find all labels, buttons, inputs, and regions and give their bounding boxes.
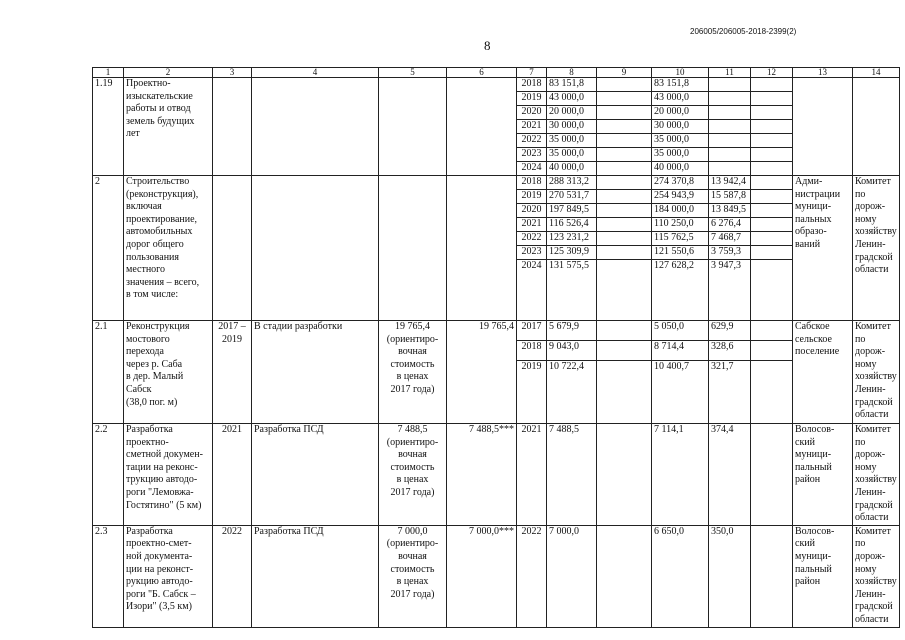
amount-total: 20 000,0	[547, 106, 597, 120]
column-number: 10	[652, 68, 709, 78]
amount-total: 7 000,0	[547, 525, 597, 627]
column-number: 1	[93, 68, 124, 78]
table-row	[93, 176, 900, 190]
amount-local: 15 587,8	[709, 190, 751, 204]
column-number: 9	[597, 68, 652, 78]
amount-local	[709, 78, 751, 92]
amount-regional: 30 000,0	[652, 120, 709, 134]
amount-regional: 115 762,5	[652, 232, 709, 246]
amount-local: 374,4	[709, 424, 751, 526]
document-id: 206005/206005-2018-2399(2)	[690, 27, 797, 36]
amount-federal	[597, 120, 652, 134]
amount-total: 5 679,9	[547, 321, 597, 341]
amount-regional: 127 628,2	[652, 260, 709, 321]
amount-other	[751, 341, 793, 361]
amount-other	[751, 321, 793, 341]
executor: Волосов- ский муници- пальный район	[793, 525, 853, 627]
total-cost	[447, 176, 517, 321]
amount-local: 3 759,3	[709, 246, 751, 260]
amount-total: 9 043,0	[547, 341, 597, 361]
implementation-period: 2017 – 2019	[213, 321, 252, 424]
amount-other	[751, 525, 793, 627]
column-number: 5	[379, 68, 447, 78]
page-number: 8	[484, 38, 491, 53]
item-number: 2	[93, 176, 124, 321]
program-table	[92, 67, 900, 628]
amount-local: 13 849,5	[709, 204, 751, 218]
amount-total: 10 722,4	[547, 361, 597, 424]
amount-local: 3 947,3	[709, 260, 751, 321]
stage: В стадии разработки	[252, 321, 379, 424]
amount-federal	[597, 92, 652, 106]
amount-other	[751, 260, 793, 321]
estimated-cost: 19 765,4 (ориентиро- вочная стоимость в ценах 2017 года)	[379, 321, 447, 424]
amount-total: 197 849,5	[547, 204, 597, 218]
amount-local	[709, 120, 751, 134]
item-name: Проектно- изыскательские работы и отвод земель будущих лет	[124, 78, 213, 176]
table-row	[93, 525, 900, 627]
amount-local: 6 276,4	[709, 218, 751, 232]
amount-federal	[597, 218, 652, 232]
column-number: 7	[517, 68, 547, 78]
amount-federal	[597, 176, 652, 190]
amount-regional: 184 000,0	[652, 204, 709, 218]
estimated-cost	[379, 176, 447, 321]
amount-other	[751, 78, 793, 92]
amount-local	[709, 106, 751, 120]
implementation-period	[213, 176, 252, 321]
item-name: Строительство (реконструкция), включая проектирование, автомобильных дорог общего пользования местного значения – всего, в том числе:	[124, 176, 213, 321]
amount-total: 123 231,2	[547, 232, 597, 246]
item-number: 2.3	[93, 525, 124, 627]
column-number: 4	[252, 68, 379, 78]
amount-regional: 274 370,8	[652, 176, 709, 190]
amount-regional: 43 000,0	[652, 92, 709, 106]
year-cell: 2023	[517, 246, 547, 260]
implementation-period: 2021	[213, 424, 252, 526]
table-row	[93, 78, 900, 92]
amount-federal	[597, 341, 652, 361]
column-number: 8	[547, 68, 597, 78]
item-name: Реконструкция мостового перехода через р. Саба в дер. Малый Сабск (38,0 пог. м)	[124, 321, 213, 424]
column-number: 12	[751, 68, 793, 78]
amount-federal	[597, 106, 652, 120]
amount-total: 125 309,9	[547, 246, 597, 260]
implementation-period	[213, 78, 252, 176]
year-cell: 2019	[517, 190, 547, 204]
table-row	[93, 424, 900, 526]
total-cost: 7 488,5***	[447, 424, 517, 526]
amount-federal	[597, 232, 652, 246]
amount-other	[751, 106, 793, 120]
amount-local: 7 468,7	[709, 232, 751, 246]
item-name: Разработка проектно- сметной докумен- тации на реконс- трукцию автодо- роги "Лемовжа- Гостятино" (5 км)	[124, 424, 213, 526]
estimated-cost	[379, 78, 447, 176]
column-number: 6	[447, 68, 517, 78]
amount-local: 350,0	[709, 525, 751, 627]
amount-federal	[597, 525, 652, 627]
amount-federal	[597, 424, 652, 526]
executor	[793, 78, 853, 176]
amount-regional: 5 050,0	[652, 321, 709, 341]
year-cell: 2022	[517, 525, 547, 627]
executor: Адми- нистрации муници- пальных образо- ваний	[793, 176, 853, 321]
recipient: Комитет по дорож- ному хозяйству Ленин- градской области	[853, 424, 900, 526]
recipient: Комитет по дорож- ному хозяйству Ленин- градской области	[853, 321, 900, 424]
amount-federal	[597, 78, 652, 92]
amount-federal	[597, 162, 652, 176]
amount-regional: 10 400,7	[652, 361, 709, 424]
amount-regional: 8 714,4	[652, 341, 709, 361]
executor: Сабское сельское поселение	[793, 321, 853, 424]
year-cell: 2024	[517, 260, 547, 321]
amount-total: 43 000,0	[547, 92, 597, 106]
item-name: Разработка проектно-смет- ной документа- ции на реконст- рукцию автодо- роги "Б. Сабск – Изори" (3,5 км)	[124, 525, 213, 627]
amount-local: 629,9	[709, 321, 751, 341]
year-cell: 2022	[517, 232, 547, 246]
amount-federal	[597, 260, 652, 321]
amount-local: 321,7	[709, 361, 751, 424]
stage: Разработка ПСД	[252, 525, 379, 627]
table-row	[93, 321, 900, 341]
amount-total: 83 151,8	[547, 78, 597, 92]
stage	[252, 78, 379, 176]
amount-local: 328,6	[709, 341, 751, 361]
amount-regional: 40 000,0	[652, 162, 709, 176]
estimated-cost: 7 000,0 (ориентиро- вочная стоимость в ценах 2017 года)	[379, 525, 447, 627]
amount-federal	[597, 148, 652, 162]
year-cell: 2021	[517, 120, 547, 134]
year-cell: 2024	[517, 162, 547, 176]
total-cost: 19 765,4	[447, 321, 517, 424]
amount-other	[751, 204, 793, 218]
column-number: 13	[793, 68, 853, 78]
total-cost: 7 000,0***	[447, 525, 517, 627]
year-cell: 2019	[517, 361, 547, 424]
amount-total: 35 000,0	[547, 148, 597, 162]
item-number: 2.2	[93, 424, 124, 526]
amount-other	[751, 148, 793, 162]
item-number: 2.1	[93, 321, 124, 424]
amount-total: 30 000,0	[547, 120, 597, 134]
amount-total: 270 531,7	[547, 190, 597, 204]
amount-regional: 35 000,0	[652, 148, 709, 162]
year-cell: 2020	[517, 106, 547, 120]
amount-other	[751, 424, 793, 526]
amount-regional: 110 250,0	[652, 218, 709, 232]
column-number: 14	[853, 68, 900, 78]
amount-regional: 121 550,6	[652, 246, 709, 260]
column-number: 2	[124, 68, 213, 78]
year-cell: 2017	[517, 321, 547, 341]
year-cell: 2021	[517, 218, 547, 232]
amount-federal	[597, 204, 652, 218]
amount-total: 288 313,2	[547, 176, 597, 190]
amount-regional: 83 151,8	[652, 78, 709, 92]
amount-other	[751, 246, 793, 260]
implementation-period: 2022	[213, 525, 252, 627]
column-number: 3	[213, 68, 252, 78]
recipient	[853, 78, 900, 176]
year-cell: 2023	[517, 148, 547, 162]
amount-regional: 6 650,0	[652, 525, 709, 627]
amount-regional: 20 000,0	[652, 106, 709, 120]
amount-other	[751, 134, 793, 148]
amount-total: 7 488,5	[547, 424, 597, 526]
amount-local	[709, 148, 751, 162]
stage: Разработка ПСД	[252, 424, 379, 526]
recipient: Комитет по дорож- ному хозяйству Ленин- градской области	[853, 176, 900, 321]
amount-regional: 254 943,9	[652, 190, 709, 204]
amount-other	[751, 176, 793, 190]
amount-total: 40 000,0	[547, 162, 597, 176]
amount-total: 35 000,0	[547, 134, 597, 148]
item-number: 1.19	[93, 78, 124, 176]
year-cell: 2022	[517, 134, 547, 148]
executor: Волосов- ский муници- пальный район	[793, 424, 853, 526]
year-cell: 2018	[517, 341, 547, 361]
amount-other	[751, 190, 793, 204]
amount-federal	[597, 134, 652, 148]
amount-other	[751, 361, 793, 424]
amount-total: 131 575,5	[547, 260, 597, 321]
amount-regional: 7 114,1	[652, 424, 709, 526]
year-cell: 2019	[517, 92, 547, 106]
amount-other	[751, 120, 793, 134]
amount-federal	[597, 190, 652, 204]
amount-total: 116 526,4	[547, 218, 597, 232]
estimated-cost: 7 488,5 (ориентиро- вочная стоимость в ценах 2017 года)	[379, 424, 447, 526]
year-cell: 2020	[517, 204, 547, 218]
column-number: 11	[709, 68, 751, 78]
amount-local	[709, 134, 751, 148]
column-number-row	[93, 68, 900, 78]
amount-local	[709, 162, 751, 176]
year-cell: 2018	[517, 78, 547, 92]
amount-other	[751, 162, 793, 176]
amount-federal	[597, 246, 652, 260]
amount-other	[751, 218, 793, 232]
year-cell: 2018	[517, 176, 547, 190]
amount-local: 13 942,4	[709, 176, 751, 190]
amount-regional: 35 000,0	[652, 134, 709, 148]
total-cost	[447, 78, 517, 176]
amount-federal	[597, 361, 652, 424]
amount-other	[751, 92, 793, 106]
amount-local	[709, 92, 751, 106]
stage	[252, 176, 379, 321]
amount-federal	[597, 321, 652, 341]
recipient: Комитет по дорож- ному хозяйству Ленин- градской области	[853, 525, 900, 627]
amount-other	[751, 232, 793, 246]
year-cell: 2021	[517, 424, 547, 526]
